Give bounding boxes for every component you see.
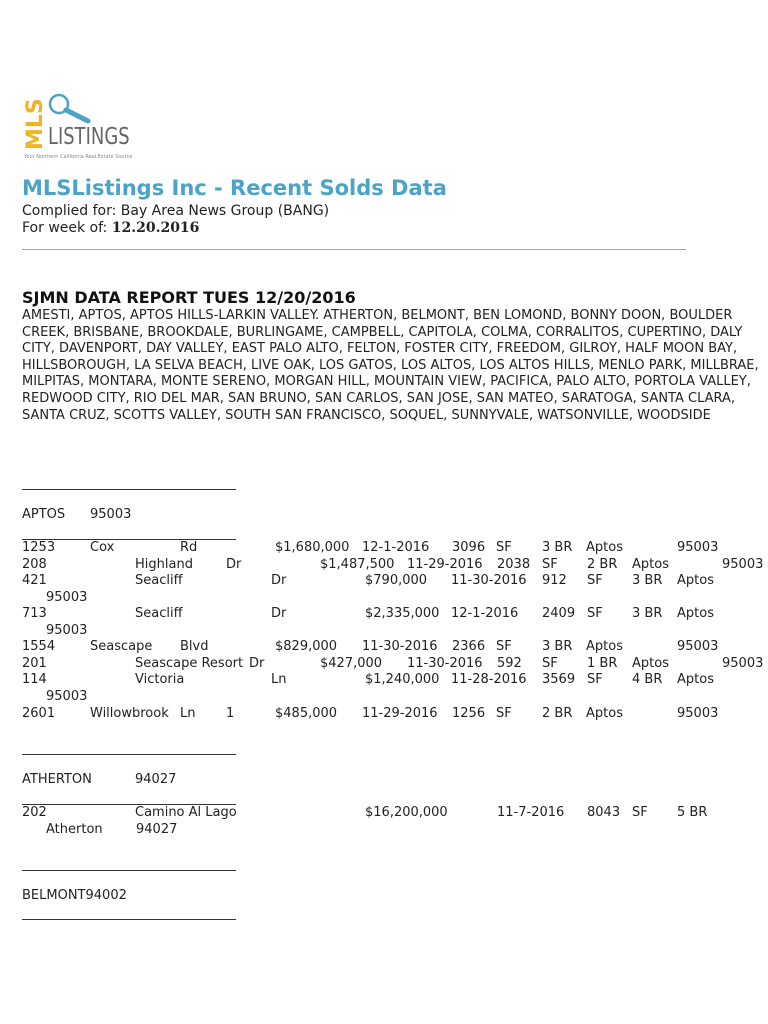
sale-price: $16,200,000 (365, 805, 448, 820)
street-name: Victoria (135, 672, 185, 687)
bedrooms: 3 BR (632, 573, 663, 588)
sale-date: 12-1-2016 (451, 606, 519, 621)
city-list: AMESTI, APTOS, APTOS HILLS-LARKIN VALLEY. ATHERTON, BELMONT, BEN LOMOND, BONNY DOON, BOULDER CREEK, BRISBANE, BROOKDALE, BURLINGAME, CAMPBELL, CAPITOLA, COLMA, CORRALITOS, CUPERTINO, DALY CITY, DAVENPORT, DAY VALLEY, EAST PALO ALTO, FELTON, FOSTER CITY, FREEDOM, GILROY, HALF MOON BAY, HILLSBOROUGH, LA SELVA BEACH, LIVE OAK, LOS GATOS, LOS ALTOS, LOS ALTOS HILLS, MENLO PARK, MILLBRAE, MILPITAS, MONTARA, MONTE SERENO, MORGAN HILL, MOUNTAIN VIEW, PACIFICA, PALO ALTO, PORTOLA VALLEY, REDWOOD CITY, RIO DEL MAR, SAN BRUNO, SAN CARLOS, SAN JOSE, SAN MATEO, SARATOGA, SANTA CLARA, SANTA CRUZ, SCOTTS VALLEY, SOUTH SAN FRANCISCO, SOQUEL, SUNNYVALE, WATSONVILLE, WOODSIDE (22, 308, 759, 423)
street-number: 421 (22, 573, 47, 588)
street-suffix: Rd (180, 540, 198, 555)
property-type: SF (542, 557, 558, 572)
property-type: SF (496, 639, 512, 654)
street-suffix: Ln (271, 672, 287, 687)
sale-date: 11-30-2016 (407, 656, 483, 671)
logo-mark: MLS (23, 98, 48, 150)
city: Aptos (586, 639, 623, 654)
zip-code: 95003 (722, 656, 764, 671)
street-name: Seacliff (135, 606, 183, 621)
week-value: 12.20.2016 (111, 220, 200, 236)
section-zip: 95003 (90, 507, 132, 522)
sale-date: 11-29-2016 (362, 706, 438, 721)
street-suffix: Dr (271, 573, 287, 588)
week-label: For week of: (22, 220, 112, 236)
city: Aptos (586, 540, 623, 555)
week-line (22, 220, 199, 236)
city: Atherton (46, 822, 103, 837)
street-suffix: Dr (271, 606, 287, 621)
square-feet: 2038 (497, 557, 531, 572)
property-type: SF (496, 706, 512, 721)
zip-code: 95003 (46, 623, 88, 638)
street-suffix: Dr (226, 557, 242, 572)
square-feet: 8043 (587, 805, 621, 820)
street-name: Seascape Resort (135, 656, 244, 671)
zip-code: 95003 (46, 590, 88, 605)
sale-date: 11-29-2016 (407, 557, 483, 572)
zip-code: 95003 (46, 689, 88, 704)
section-divider (22, 919, 236, 920)
square-feet: 2409 (542, 606, 576, 621)
sale-date: 11-30-2016 (362, 639, 438, 654)
street-number: 1554 (22, 639, 56, 654)
square-feet: 3096 (452, 540, 486, 555)
section-zip: 94027 (135, 772, 177, 787)
street-name: Seascape (90, 639, 153, 654)
street-number: 208 (22, 557, 47, 572)
section-city: BELMONT (22, 888, 86, 903)
section-divider (22, 870, 236, 871)
bedrooms: 3 BR (542, 540, 573, 555)
street-name: Seacliff (135, 573, 183, 588)
section-heading-belmont (22, 888, 127, 903)
section-zip: 94002 (85, 888, 127, 903)
city: Aptos (632, 656, 669, 671)
page-title: MLSListings Inc - Recent Solds Data (22, 176, 447, 200)
report-title: SJMN DATA REPORT TUES 12/20/2016 (22, 288, 356, 307)
section-city: ATHERTON (22, 772, 92, 787)
street-number: 713 (22, 606, 47, 621)
sale-price: $427,000 (320, 656, 383, 671)
sale-price: $790,000 (365, 573, 428, 588)
street-number: 2601 (22, 706, 56, 721)
sale-price: $1,240,000 (365, 672, 440, 687)
square-feet: 2366 (452, 639, 486, 654)
square-feet: 1256 (452, 706, 486, 721)
city: Aptos (632, 557, 669, 572)
property-type: SF (542, 656, 558, 671)
square-feet: 912 (542, 573, 567, 588)
sale-price: $1,680,000 (275, 540, 350, 555)
zip-code: 95003 (677, 639, 719, 654)
mlslistings-logo (22, 88, 152, 166)
sale-date: 11-28-2016 (451, 672, 527, 687)
street-name: Cox (90, 540, 115, 555)
street-number: 1253 (22, 540, 56, 555)
property-type: SF (496, 540, 512, 555)
street-name: Willowbrook (90, 706, 169, 721)
logo-tagline: Your Northern California Real Estate Source (24, 154, 133, 160)
sale-date: 11-30-2016 (451, 573, 527, 588)
street-number: 201 (22, 656, 47, 671)
bedrooms: 4 BR (632, 672, 663, 687)
property-type: SF (632, 805, 648, 820)
zip-code: 94027 (136, 822, 178, 837)
square-feet: 592 (497, 656, 522, 671)
property-type: SF (587, 672, 603, 687)
section-city: APTOS (22, 507, 66, 522)
street-number: 114 (22, 672, 47, 687)
sale-price: $485,000 (275, 706, 338, 721)
bedrooms: 3 BR (632, 606, 663, 621)
bedrooms: 2 BR (587, 557, 618, 572)
sale-price: $1,487,500 (320, 557, 395, 572)
street-suffix: Blvd (180, 639, 209, 654)
property-type: SF (587, 606, 603, 621)
street-suffix: Ln (180, 706, 196, 721)
zip-code: 95003 (677, 540, 719, 555)
zip-code: 95003 (722, 557, 764, 572)
city: Aptos (677, 606, 714, 621)
section-divider (22, 754, 236, 755)
city: Aptos (677, 573, 714, 588)
street-suffix: Dr (249, 656, 265, 671)
bedrooms: 1 BR (587, 656, 618, 671)
sale-price: $2,335,000 (365, 606, 440, 621)
sale-date: 11-7-2016 (497, 805, 565, 820)
city: Aptos (586, 706, 623, 721)
bedrooms: 2 BR (542, 706, 573, 721)
sale-date: 12-1-2016 (362, 540, 430, 555)
unit-number: 1 (226, 706, 235, 721)
logo-wordmark: LISTINGS (48, 124, 130, 150)
header-divider (22, 249, 686, 250)
square-feet: 3569 (542, 672, 576, 687)
sale-price: $829,000 (275, 639, 338, 654)
property-type: SF (587, 573, 603, 588)
bedrooms: 3 BR (542, 639, 573, 654)
zip-code: 95003 (677, 706, 719, 721)
section-divider (22, 489, 236, 490)
street-name: Highland (135, 557, 193, 572)
city: Aptos (677, 672, 714, 687)
street-name: Camino Al Lago (135, 805, 237, 820)
bedrooms: 5 BR (677, 805, 708, 820)
street-number: 202 (22, 805, 47, 820)
compiled-for: Complied for: Bay Area News Group (BANG) (22, 203, 330, 219)
